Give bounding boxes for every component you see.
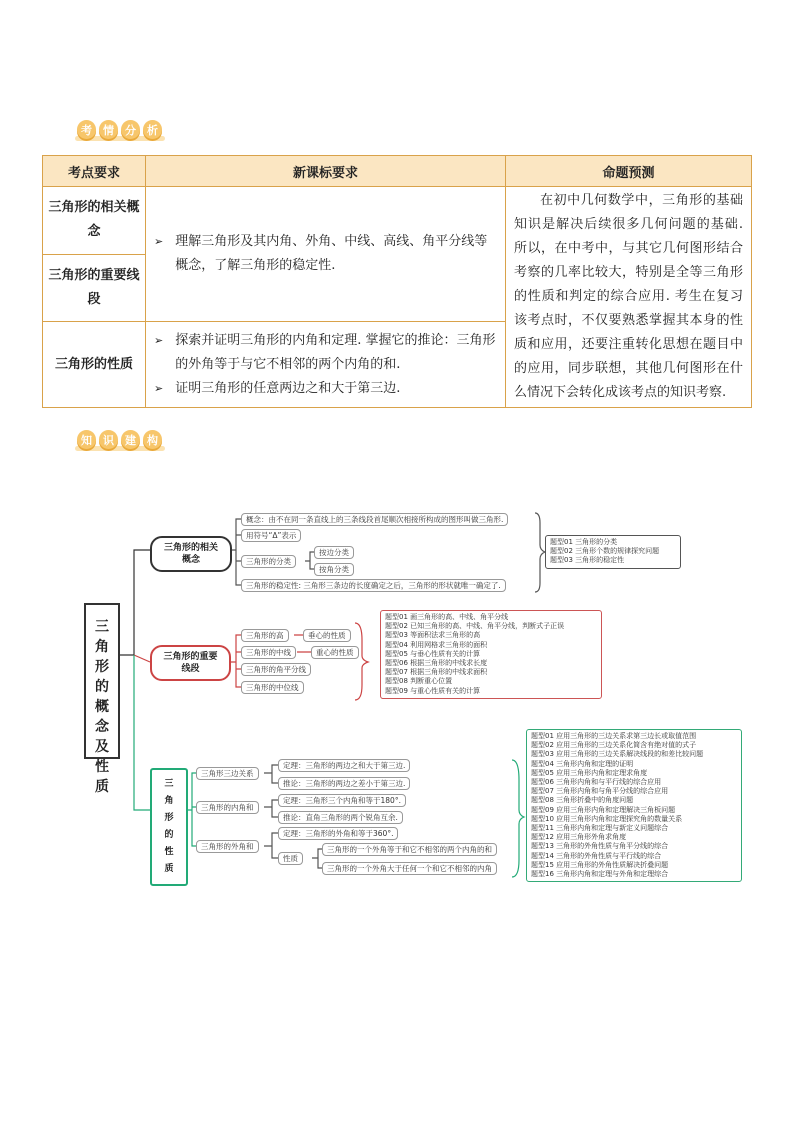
question-type: 题型05 与垂心性质有关的计算 bbox=[385, 649, 481, 658]
branch-label: 三角形的重要线段 bbox=[163, 652, 218, 674]
topic-cell: 三角形的重要线段 bbox=[43, 254, 146, 322]
question-type: 题型11 三角形内角和定理与新定义问题综合 bbox=[531, 824, 669, 833]
segment-altitude: 三角形的高 bbox=[241, 629, 289, 642]
question-type: 题型02 三角形个数的规律探究问题 bbox=[550, 547, 660, 556]
bullet-arrow-icon: ➢ bbox=[154, 333, 164, 347]
question-type: 题型07 三角形内角和与角平分线的综合应用 bbox=[531, 787, 669, 796]
question-type: 题型15 应用三角形的外角性质解决折叠问题 bbox=[531, 860, 669, 869]
classify-by-side: 按边分类 bbox=[314, 546, 354, 559]
question-type: 题型09 应用三角形内角和定理解决三角板问题 bbox=[531, 805, 676, 814]
tag-char: 识 bbox=[99, 430, 118, 449]
tag-char: 析 bbox=[143, 120, 162, 139]
header-topic: 考点要求 bbox=[43, 156, 146, 187]
question-type: 题型12 应用三角形外角求角度 bbox=[531, 833, 627, 842]
question-type: 题型02 已知三角形的高、中线、角平分线，判断式子正误 bbox=[385, 622, 565, 631]
orthocenter-property: 垂心的性质 bbox=[303, 629, 351, 642]
question-type: 题型03 三角形的稳定性 bbox=[550, 556, 625, 565]
question-type: 题型05 应用三角形内角和定理求角度 bbox=[531, 768, 648, 777]
branch-label: 三角形的性质 bbox=[164, 779, 174, 874]
interior-angle-theorem: 定理：三角形三个内角和等于180°. bbox=[278, 794, 406, 807]
tag-char: 情 bbox=[99, 120, 118, 139]
question-type: 题型06 根据三角形的中线求长度 bbox=[385, 659, 488, 668]
tag-char: 知 bbox=[77, 430, 96, 449]
question-type: 题型04 三角形内角和定理的证明 bbox=[531, 759, 634, 768]
topic-cell: 三角形的性质 bbox=[43, 322, 146, 408]
header-curriculum: 新课标要求 bbox=[146, 156, 506, 187]
side-relation-corollary: 推论：三角形的两边之差小于第三边. bbox=[278, 777, 410, 790]
question-types-box bbox=[380, 610, 602, 699]
topic-cell: 三角形的相关概念 bbox=[43, 187, 146, 255]
question-types-box bbox=[545, 535, 681, 569]
exterior-angle-property: 性质 bbox=[278, 852, 303, 865]
exterior-property-2: 三角形的一个外角大于任何一个和它不相邻的内角 bbox=[322, 862, 497, 875]
segment-bisector: 三角形的角平分线 bbox=[241, 663, 311, 676]
question-type: 题型08 判断重心位置 bbox=[385, 677, 453, 686]
mindmap-root-label: 三角形的概念及性质 bbox=[95, 619, 109, 795]
question-type: 题型10 应用三角形内角和定理探究角的数量关系 bbox=[531, 814, 683, 823]
branch-concepts bbox=[150, 536, 232, 572]
side-relation: 三角形三边关系 bbox=[196, 767, 259, 780]
question-type: 题型14 三角形的外角性质与平行线的综合 bbox=[531, 851, 662, 860]
tag-char: 构 bbox=[143, 430, 162, 449]
question-type: 题型01 画三角形的高、中线、角平分线 bbox=[385, 613, 509, 621]
exterior-property-1: 三角形的一个外角等于和它不相邻的两个内角的和 bbox=[322, 843, 497, 856]
branch-label: 三角形的相关概念 bbox=[164, 543, 219, 565]
exterior-angle-sum: 三角形的外角和 bbox=[196, 840, 259, 853]
header-prediction: 命题预测 bbox=[506, 156, 752, 187]
interior-angle-corollary: 推论：直角三角形的两个锐角互余. bbox=[278, 811, 403, 824]
exterior-angle-theorem: 定理：三角形的外角和等于360°. bbox=[278, 827, 398, 840]
question-type: 题型08 三角形折叠中的角度问题 bbox=[531, 796, 634, 805]
classify-by-angle: 按角分类 bbox=[314, 563, 354, 576]
question-type: 题型03 等面积法求三角形的高 bbox=[385, 631, 481, 640]
concept-definition: 概念：由不在同一条直线上的三条线段首尾顺次相接所构成的图形叫做三角形. bbox=[241, 513, 508, 526]
centroid-property: 重心的性质 bbox=[311, 646, 359, 659]
branch-segments bbox=[150, 645, 231, 681]
question-type: 题型16 三角形内角和定理与外角和定理综合 bbox=[531, 870, 669, 879]
tag-char: 考 bbox=[77, 120, 96, 139]
question-type: 题型04 利用网格求三角形的面积 bbox=[385, 640, 488, 649]
prediction-cell: 在初中几何数学中，三角形的基础知识是解决后续很多几何问题的基础. 所以，在中考中，与其它几何图形结合考察的几率比较大，特别是全等三角形的性质和判定的综合应用. 考生在复习该考点时，不仅要熟悉掌握其本身的性质和应用，还要注重转化思想在题目中的应用，同步联想，其他几何图形在什么情况下会转化成该考点的知识考察. bbox=[506, 187, 752, 408]
requirement-text: 理解三角形及其内角、外角、中线、高线、角平分线等概念，了解三角形的稳定性. bbox=[175, 234, 488, 274]
question-type: 题型06 三角形内角和与平行线的综合应用 bbox=[531, 778, 662, 787]
question-type: 题型09 与重心性质有关的计算 bbox=[385, 686, 481, 695]
requirement-text: 证明三角形的任意两边之和大于第三边. bbox=[175, 380, 401, 396]
mindmap-root bbox=[84, 603, 120, 795]
tag-char: 建 bbox=[121, 430, 140, 449]
question-type: 题型03 应用三角形的三边关系解决线段的和差比较问题 bbox=[531, 750, 704, 759]
question-type: 题型01 三角形的分类 bbox=[550, 538, 618, 546]
question-type: 题型02 应用三角形的三边关系化简含有绝对值的式子 bbox=[531, 741, 697, 750]
bullet-arrow-icon: ➢ bbox=[154, 235, 164, 249]
concept-classify: 三角形的分类 bbox=[241, 555, 296, 568]
question-type: 题型07 根据三角形的中线求面积 bbox=[385, 668, 488, 677]
concept-symbol: 用符号“Δ”表示 bbox=[241, 529, 301, 542]
segment-midline: 三角形的中位线 bbox=[241, 681, 304, 694]
branch-properties bbox=[150, 768, 188, 886]
tag-char: 分 bbox=[121, 120, 140, 139]
requirement-text: 探索并证明三角形的内角和定理. 掌握它的推论：三角形的外角等于与它不相邻的两个内角的和. bbox=[175, 332, 496, 372]
side-relation-theorem: 定理：三角形的两边之和大于第三边. bbox=[278, 759, 410, 772]
interior-angle-sum: 三角形的内角和 bbox=[196, 801, 259, 814]
question-type: 题型01 应用三角形的三边关系求第三边长或取值范围 bbox=[531, 732, 697, 740]
question-types-box bbox=[526, 729, 742, 882]
concept-stability: 三角形的稳定性: 三角形三条边的长度确定之后，三角形的形状就唯一确定了. bbox=[241, 579, 506, 592]
question-type: 题型13 三角形的外角性质与角平分线的综合 bbox=[531, 842, 669, 851]
segment-median: 三角形的中线 bbox=[241, 646, 296, 659]
bullet-arrow-icon: ➢ bbox=[154, 381, 164, 395]
